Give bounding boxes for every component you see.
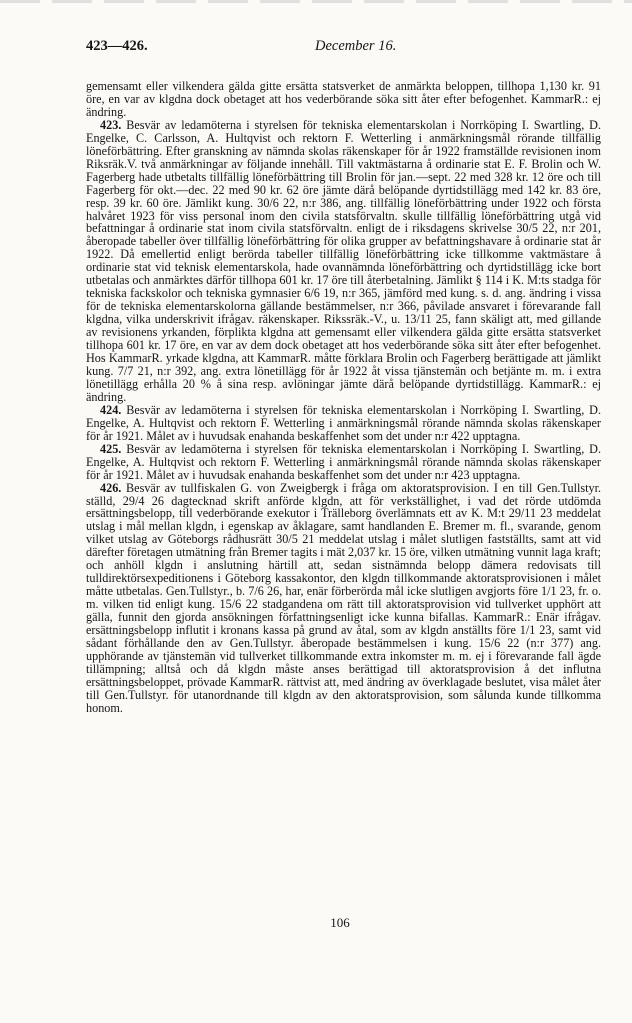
case-number: 425.	[100, 441, 122, 456]
top-edge-rule	[0, 0, 632, 3]
header-case-range: 423—426.	[86, 38, 148, 54]
paragraph-424	[86, 404, 601, 443]
paragraph-continuation	[86, 80, 601, 119]
case-number: 424.	[100, 402, 122, 417]
paragraph-425	[86, 443, 601, 482]
paragraph-text: Besvär av ledamöterna i styrelsen för tekniska elementarskolan i Norrköping I. Swartling, D. Engelke, A. Hultqvist och rektorn F. Wetterling i anmärkningsmål rörande nämnda skolas räkenskaper för år 1921. Målet av i huvudsak enahanda beskaffenhet som det under n:r 422 upptagna.	[86, 402, 602, 443]
paragraph-text: Besvär av tullfiskalen G. von Zweigbergk i fråga om aktoratsprovision. I en till Gen.Tullstyr. ställd, 29/4 26 dagtecknad skrift anförde klgdn, att för verkställighet, i vad det rörde utdömda ersättningsbelopp, till vederbörande exekutor i Trälleborg överlämnats ett av K. M:t 29/11 23 meddelat utslag i mål mellan klgdn, i egenskap av åklagare, samt handlanden E. Bremer m. fl., svarande, genom vilket utslag av Göteborgs rådhusrätt 30/5 21 meddelat utslag i målet slutligen fastställts, samt att vid därefter företagen utmätning från Bremer tagits i mät 2,037 kr. 15 öre, vilken utmätning vunnit laga kraft; och anhöll klgdn i anslutning härtill att, sedan sistnämnda belopp dämera redovisats till tulldirektörsexpeditionens i Göteborg kassakontor, den klgdn tillkommande aktoratsprovisionen i målet måtte utbetalas. Gen.Tullstyr., b. 7/6 26, har, enär förberörda mål icke slutligen avgjorts före 1/1 23, fr. o. m. vilken tid enligt kung. 15/6 22 stadgandena om rätt till aktoratsprovision vid tullverket upphört att gälla, funnit den gjorda ansökningen författningsenligt icke kunna bifallas. KammarR.: Enär ifrågav. ersättningsbelopp influtit i kronans kassa på grund av åtal, som av klgdn anställts före 1/1 23, samt vid sådant förhållande den av Gen.Tullstyr. åberopade bestämmelsen i kung. 15/6 22 (n:r 377) ang. upphörande av tjänstemän vid tullverket tillkommande extra inkomster m. m. ej i förevarande fall ägde tillämpning; alltså och då klgdn måste anses berättigad till aktoratsprovision å det influtna ersättningsbeloppet, prövade KammarR. rättvist att, med ändring av överklagade beslutet, visa målet åter till Gen.Tullstyr. för utanordnande till klgdn av den aktoratsprovision, som sålunda kunde tillkomma honom.	[86, 480, 601, 715]
page-header	[86, 38, 566, 58]
paragraph-text: Besvär av ledamöterna i styrelsen för tekniska elementarskolan i Norrköping I. Swartling, D. Engelke, C. Carlsson, A. Hultqvist och rektorn F. Wetterling i anmärkningsmål rörande tillfällig löneförbättring. Efter granskning av nämnda skolas räkenskaper för år 1922 framställde revisionen inom Riksräk.V. två anmärkningar av följande innehåll. Till vaktmästarna å ordinarie stat E. F. Brolin och W. Fagerberg hade utbetalts tillfällig löneförbättring till Brolin för jan.—sept. 22 med 328 kr. 12 öre och till Fagerberg för okt.—dec. 22 med 90 kr. 62 öre jämte därå belöpande dyrtidstillägg med 142 kr. 83 öre, resp. 39 kr. 60 öre. Jämlikt kung. 30/6 22, n:r 386, ang. tillfällig löneförbättring under 1922 och första halvåret 1923 för viss personal inom den civila statsförvaltn. skulle tillfällig löneförbättring utgå vid befattningar å ordinarie stat inom civila statsförvaltn. enligt de i riksdagens skrivelse 30/5 22, n:r 201, åberopade tabeller över tillfällig löneförbättring för olika grupper av befattningshavare å ordinarie stat år 1922. Då emellertid enligt berörda tabeller tillfällig löneförbättring icke tillkomme vaktmästare å ordinarie stat vid teknisk elementarskola, hade ovannämnda löneförbättring och dyrtidstillägg icke bort utbetalas och anmärktes därför tillhopa 601 kr. 17 öre till återbetalning. Jämlikt § 114 i K. M:ts stadga för tekniska fackskolor och tekniska gymnasier 6/6 19, n:r 365, jämförd med kung. s. d. ang. ändring i vissa för de tekniska elementarskolorna gällande bestämmelser, n:r 366, påvilade ansvaret i förevarande fall klgdna, vilka underskrivit ifrågav. räkenskaper. Rikssräk.-V., u. 13/11 25, fann skäligt att, med gillande av revisionens yrkanden, förplikta klgdna att gemensamt eller vilkendera gälda gitte ersätta statsverket tillhopa 601 kr. 17 öre, en var av dem dock obetaget att hos vederbörande söka sitt åter efter befogenhet. Hos KammarR. yrkade klgdna, att KammarR. måtte förklara Brolin och Fagerberg berättigade att jämlikt kung. 7/7 21, n:r 392, ang. extra lönetillägg för år 1922 åt vissa tjänstemän och betjänte m. m. i extra lönetillägg erhålla 20 % å sina resp. avlöningar jämte därå belöpande dyrtidstillägg. KammarR.: ej ändring.	[86, 117, 602, 404]
case-number: 423.	[100, 117, 122, 132]
paragraph-text: gemensamt eller vilkendera gälda gitte ersätta statsverket de anmärkta beloppen, tillhopa 1,130 kr. 91 öre, en var av klgdna dock obetaget att hos vederbörande söka sitt åter efter befogenhet. KammarR.: ej ändring.	[86, 79, 601, 119]
page-number: 106	[330, 915, 350, 930]
body-text	[86, 80, 601, 940]
paragraph-426	[86, 482, 601, 715]
header-date: December 16.	[315, 38, 397, 54]
paragraph-text: Besvär av ledamöterna i styrelsen för tekniska elementarskolan i Norrköping I. Swartling, D. Engelke, A. Hultqvist och rektorn F. Wetterling i anmärkningsmål rörande nämnda skolas räkenskaper för år 1921. Målet av i huvudsak enahanda beskaffenhet som det under n:r 423 upptagna.	[86, 441, 602, 482]
case-number: 426.	[100, 480, 122, 495]
paragraph-423	[86, 119, 601, 404]
